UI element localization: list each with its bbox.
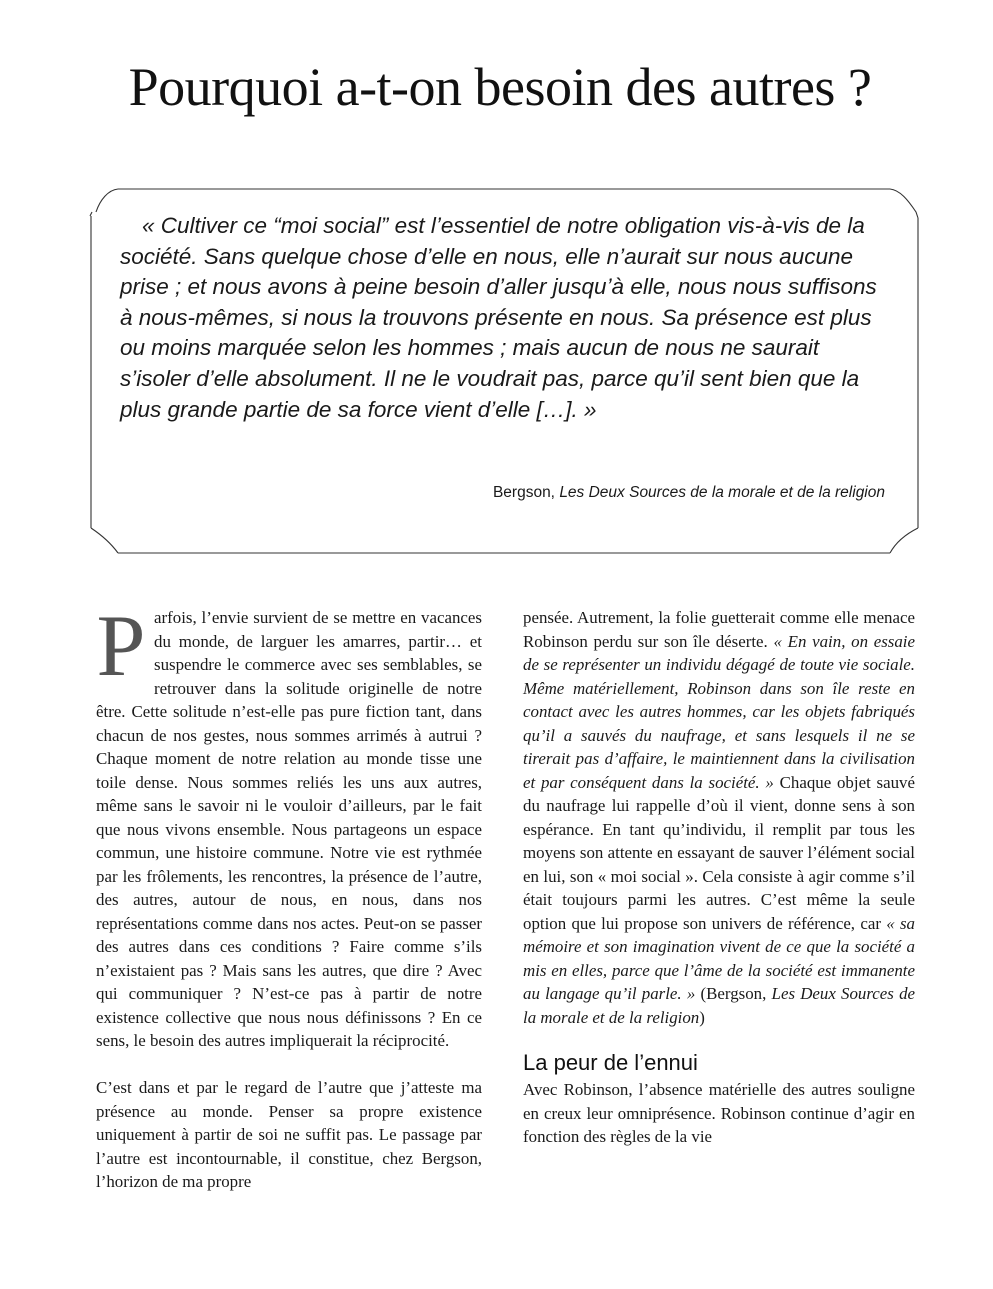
right-column <box>523 606 915 1149</box>
drop-cap: P <box>96 598 146 695</box>
page-title: Pourquoi a-t-on besoin des autres ? <box>128 57 872 117</box>
quote-work-title: Les Deux Sources de la morale et de la religion <box>559 484 885 501</box>
bergson-quote-2: « sa mémoire et son imagination vivent de ce que la société a mis en elles, parce que l’âme de la société est immanente au langage qu’il parle. » <box>523 913 916 1003</box>
paragraph-intro: Parfois, l’envie survient de se mettre en vacances du monde, de larguer les amarres, partir… et suspendre le commerce avec ses semblables, se retrouver dans la solitude originelle de notre être. Cette solitude n’est-elle pas pure fiction tant, dans chacun de nos gestes, nous sommes arrimés à autrui ? Chaque moment de notre relation au monde tisse une toile dense. Nous sommes reliés les uns aux autres, même sans le savoir ni le vouloir d’ailleurs, par le fait que nous vivons ensemble. Nous partageons un espace commun, une histoire commune. Notre vie est rythmée par les frôlements, les rencontres, la présence de l’autre, des autres, autour de nous, en nous, dans nos représentations comme dans nos actes. Peut-on se passer des autres dans ces conditions ? Faire comme s’ils n’existaient pas ? Mais sans les autres, que dire ? Avec qui communiquer ? N’est-ce pas à partir de notre existence collective que nous nous définissons ? En ce sens, le besoin des autres impliquerait la réciprocité. <box>96 598 482 1050</box>
quote-text: « Cultiver ce “moi social” est l’essentiel de notre obligation vis-à-vis de la société. Sans quelque chose d’elle en nous, elle n’aurait sur nous aucune prise ; et nous avons à peine besoin d’aller jusqu’à elle, nous nous suffisons à nous-mêmes, si nous la trouvons présente en nous. Sa présence est plus ou moins marquée selon les hommes ; mais aucun de nous ne saurait s’isoler d’elle absolument. Il ne le voudrait pas, parce qu’il sent bien que la plus grande partie de sa force vient d’elle […]. » <box>120 213 877 422</box>
quote-attribution <box>493 484 885 502</box>
reference-work-title: Les Deux Sources de la morale et de la religion <box>523 984 916 1027</box>
paragraph-robinson: pensée. Autrement, la folie guetterait comme elle menace Robinson perdu sur son île déserte. « En vain, on essaie de se représenter un individu dégagé de toute vie sociale. Même matériellement, Robinson dans son île reste en contact avec les autres hommes, car les objets fabriqués qu’il a sauvés du naufrage, et sans lesquels il ne se tirerait pas d’affaire, le maintiennent dans la civilisation et par conséquent dans la société. » Chaque objet sauvé du naufrage lui rappelle d’où il vient, donne sens à son espérance. En tant qu’individu, il remplit par tous les moyens son attente en essayant de sauver l’élément social en lui, son « moi social ». Cela consiste à agir comme s’il était toujours parmi les autres. C’est même la seule option que lui propose son univers de référence, car « sa mémoire et son imagination vivent de ce que la société a mis en elles, parce que l’âme de la société est immanente au langage qu’il parle. » (Bergson, Les Deux Sources de la morale et de la religion) <box>523 608 916 1027</box>
section-heading: La peur de l’ennui <box>523 1050 698 1075</box>
left-column <box>96 598 482 1194</box>
paragraph-ennui: Avec Robinson, l’absence matérielle des autres souligne en creux leur omniprésence. Robinson continue d’agir en fonction des règles de la vie <box>523 1080 915 1146</box>
quote-author: Bergson, <box>492 484 560 501</box>
bergson-quote-1: « En vain, on essaie de se représenter un individu dégagé de toute vie sociale. Même matériellement, Robinson dans son île reste en contact avec les autres hommes, car les objets fabriqués qu’il a sauvés du naufrage, et sans lesquels il ne se tirerait pas d’affaire, le maintiennent dans la civilisation et par conséquent dans la société. » <box>523 631 915 792</box>
paragraph-regard: C’est dans et par le regard de l’autre que j’atteste ma présence au monde. Penser sa propre existence uniquement à partir de soi ne suffit pas. Le passage par l’autre est incontournable, il constitue, chez Bergson, l’horizon de ma propre <box>96 1078 482 1191</box>
